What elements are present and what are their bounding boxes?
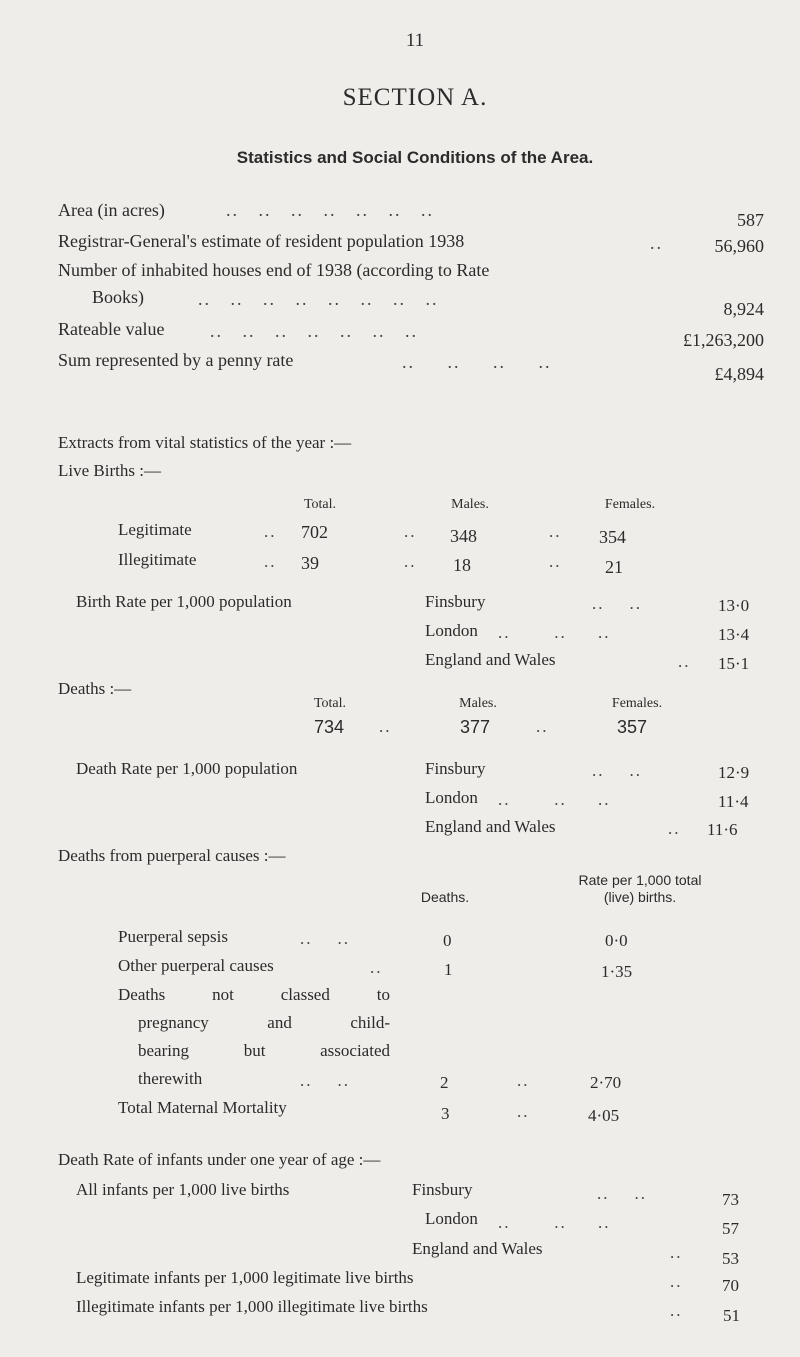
row-label-line: pregnancy and child-: [138, 1013, 390, 1032]
col-header-females: Females.: [604, 497, 656, 512]
subtitle: Statistics and Social Conditions of the Area.: [236, 148, 594, 167]
page-number: 11: [405, 30, 425, 51]
leader-dots: ..: [670, 1301, 683, 1320]
row-label-line: Deaths not classed to: [118, 985, 390, 1004]
leader-dots: ..: [670, 1243, 683, 1262]
col-header-males: Males.: [459, 696, 497, 711]
infant-heading: Death Rate of infants under one year of age :—: [58, 1150, 381, 1169]
col-header-males: Males.: [451, 497, 489, 512]
leader-dots: ..: [517, 1071, 530, 1090]
death-rate-label: Death Rate per 1,000 population: [76, 759, 298, 778]
rate-value: 51: [723, 1306, 740, 1325]
col-header-females: Females.: [611, 696, 663, 711]
general-label-cont: Books): [92, 287, 145, 307]
cell-deaths: 1: [444, 960, 453, 979]
col-header-rate: Rate per 1,000 total: [578, 872, 702, 888]
leader-dots: .. .. ..: [498, 623, 611, 642]
rate-area: Finsbury: [425, 592, 486, 611]
live-births-heading: Live Births :—: [58, 461, 161, 480]
col-header-total: Total.: [313, 696, 347, 711]
rate-value: 11·4: [718, 792, 749, 811]
rate-value: 15·1: [718, 654, 750, 673]
cell-rate: 1·35: [601, 962, 633, 981]
cell-rate: 0·0: [605, 931, 628, 950]
leader-dots: ..: [517, 1102, 530, 1121]
leader-dots: .. ..: [592, 594, 642, 613]
leader-dots: .. .. .. .. .. .. ..: [226, 200, 434, 220]
col-header-total: Total.: [303, 497, 337, 512]
leader-dots: .. .. .. .. .. .. ..: [210, 321, 418, 341]
general-value: £1,263,200: [683, 330, 764, 350]
cell-rate: 2·70: [590, 1073, 622, 1092]
leader-dots: ..: [264, 522, 277, 541]
row-label: Other puerperal causes: [118, 956, 274, 975]
infant-all-label: All infants per 1,000 live births: [76, 1180, 290, 1199]
cell-rate: 4·05: [588, 1106, 620, 1125]
cell-deaths: 3: [441, 1104, 450, 1123]
cell-males: 377: [460, 717, 491, 737]
rate-area: England and Wales: [425, 817, 556, 836]
general-label: Area (in acres): [58, 200, 165, 220]
cell-total: 39: [301, 553, 319, 573]
rate-area: London: [425, 621, 478, 640]
leader-dots: .. .. ..: [498, 1213, 611, 1232]
rate-value: 12·9: [718, 763, 750, 782]
rate-value: 73: [722, 1190, 739, 1209]
leader-dots: ..: [370, 958, 383, 977]
rate-value: 70: [722, 1276, 739, 1295]
leader-dots: ..: [264, 552, 277, 571]
cell-females: 357: [617, 717, 648, 737]
rate-value: 57: [722, 1219, 739, 1238]
general-value: £4,894: [714, 364, 764, 384]
rate-value: 11·6: [707, 820, 738, 839]
row-label-line: bearing but associated: [138, 1041, 390, 1060]
cell-total: 734: [314, 717, 345, 737]
rate-area: Finsbury: [412, 1180, 473, 1199]
infant-legit-label: Legitimate infants per 1,000 legitimate live births: [76, 1268, 414, 1287]
leader-dots: ..: [404, 552, 417, 571]
row-label: Puerperal sepsis: [118, 927, 229, 946]
row-label-line: therewith: [138, 1069, 203, 1088]
row-label: Legitimate: [118, 520, 192, 539]
leader-dots: ..: [668, 819, 681, 838]
infant-illegit-label: Illegitimate infants per 1,000 illegitimate live births: [76, 1297, 428, 1316]
leader-dots: .. ..: [597, 1184, 647, 1203]
cell-total: 702: [301, 522, 328, 542]
leader-dots: .. ..: [300, 1071, 350, 1090]
section-title: SECTION A.: [342, 84, 488, 111]
rate-area: London: [425, 1209, 478, 1228]
deaths-heading: Deaths :—: [58, 679, 132, 698]
rate-area: England and Wales: [412, 1239, 543, 1258]
leader-dots: .. .. ..: [498, 790, 611, 809]
leader-dots: ..: [650, 233, 663, 253]
leader-dots: ..: [404, 522, 417, 541]
general-value: 56,960: [714, 236, 764, 256]
rate-value: 13·0: [718, 596, 750, 615]
cell-females: 354: [599, 527, 626, 547]
cell-females: 21: [605, 557, 623, 577]
leader-dots: .. .. .. ..: [402, 352, 552, 372]
leader-dots: ..: [549, 552, 562, 571]
extracts-heading: Extracts from vital statistics of the year :—: [58, 433, 352, 452]
rate-value: 13·4: [718, 625, 750, 644]
general-label: Number of inhabited houses end of 1938 (according to Rate: [58, 260, 490, 280]
cell-males: 348: [450, 526, 477, 546]
leader-dots: ..: [536, 717, 549, 736]
col-header-rate-cont: (live) births.: [603, 889, 677, 905]
leader-dots: .. .. .. .. .. .. .. ..: [198, 289, 439, 309]
general-label: Sum represented by a penny rate: [58, 350, 294, 370]
cell-males: 18: [453, 555, 471, 575]
rate-area: England and Wales: [425, 650, 556, 669]
col-header-deaths: Deaths.: [420, 889, 470, 905]
general-label: Rateable value: [58, 319, 165, 339]
rate-value: 53: [722, 1249, 739, 1268]
leader-dots: ..: [670, 1272, 683, 1291]
birth-rate-label: Birth Rate per 1,000 population: [76, 592, 292, 611]
row-label: Total Maternal Mortality: [118, 1098, 287, 1117]
cell-deaths: 0: [443, 931, 452, 950]
general-label: Registrar-General's estimate of resident population 1938: [58, 231, 465, 251]
leader-dots: .. ..: [592, 761, 642, 780]
row-label: Illegitimate: [118, 550, 197, 569]
rate-area: Finsbury: [425, 759, 486, 778]
rate-area: London: [425, 788, 478, 807]
general-value: 587: [737, 210, 764, 230]
puerperal-heading: Deaths from puerperal causes :—: [58, 846, 286, 865]
leader-dots: ..: [549, 522, 562, 541]
leader-dots: ..: [678, 652, 691, 671]
general-value: 8,924: [723, 299, 764, 319]
leader-dots: ..: [379, 717, 392, 736]
leader-dots: .. ..: [300, 929, 350, 948]
cell-deaths: 2: [440, 1073, 449, 1092]
